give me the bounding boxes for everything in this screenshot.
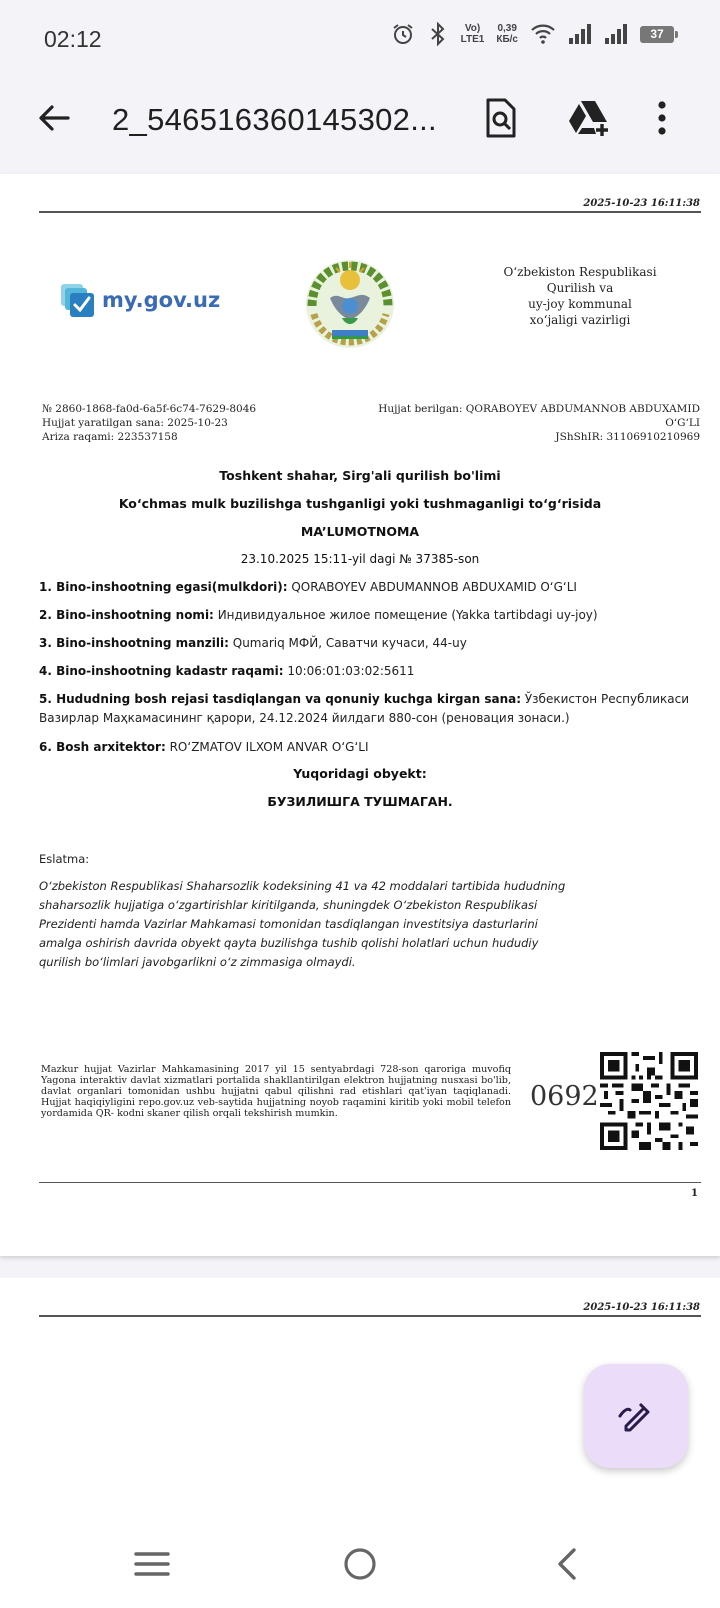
verify-code: 0692: [530, 1081, 599, 1112]
footer-rule: [39, 1182, 701, 1183]
header-rule: [39, 211, 701, 213]
conclusion-label: Yuqoridagi obyekt:: [293, 766, 427, 781]
file-title: 2_546516360145302...: [112, 102, 437, 137]
field-owner: 1. Bino-inshootning egasi(mulkdori): QORABOYEV ABDUMANNOB ABDUXAMID O‘G‘LI: [39, 580, 577, 594]
status-icons: [391, 22, 674, 46]
mygov-logo-icon: [60, 282, 96, 318]
issued-to: Hujjat berilgan: QORABOYEV ABDUMANNOB ABDUXAMID: [378, 403, 700, 415]
more-vert-icon[interactable]: [640, 96, 684, 140]
document-meta-left: [42, 402, 256, 444]
edit-fab-button[interactable]: [584, 1364, 688, 1468]
ministry-name: O‘zbekiston Respublikasi Qurilish va uy-joy kommunal xo‘jaligi vazirligi: [503, 265, 657, 327]
document-timestamp-2: 2025-10-23 16:11:38: [583, 1302, 700, 1313]
back-nav-icon[interactable]: [546, 1542, 590, 1586]
mygov-logo-text: my.gov.uz: [102, 288, 221, 312]
pinfl: JShShIR: 31106910210969: [555, 431, 700, 443]
issued-to-cont: O‘G‘LI: [665, 417, 700, 429]
recent-apps-icon[interactable]: [130, 1542, 174, 1586]
qr-code: [600, 1052, 698, 1150]
drive-add-icon[interactable]: [566, 96, 610, 140]
field-architect: 6. Bosh arxitektor: RO‘ZMATOV ILXOM ANVAR O‘G‘LI: [39, 740, 369, 754]
document-number: № 2860-1868-fa0d-6a5f-6c74-7629-8046: [42, 403, 257, 415]
navigation-bar: [0, 1520, 720, 1608]
home-icon[interactable]: [338, 1542, 382, 1586]
application-number: Ariza raqami: 223537158: [42, 431, 178, 443]
search-document-icon[interactable]: [478, 96, 522, 140]
note-text: O‘zbekiston Respublikasi Shaharsozlik kodeksining 41 va 42 moddalari tartibida hududning shaharsozlik hujjatiga o‘zgartirishlar kiritilganda, shuningdek O‘zbekiston Respublikasi Prezidenti hamda Vazirlar Mahkamasi tomonidan tasdiqlangan investitsiya dasturlarini amalga oshirish davrida obyekt qayta buzilishga tushib qolishi holatlari uchun hududiy qurilish bo‘limlari javobgarlikni o‘z zimmasiga olmaydi.: [39, 879, 566, 969]
page-number: 1: [691, 1188, 698, 1199]
header-rule-2: [39, 1315, 701, 1317]
creation-date: Hujjat yaratilgan sana: 2025-10-23: [42, 417, 228, 429]
status-bar: [0, 0, 720, 80]
field-cadastre: 4. Bino-inshootning kadastr raqami: 10:06:01:03:02:5611: [39, 664, 415, 678]
state-emblem: [302, 254, 398, 350]
document-page: [0, 174, 720, 1256]
alarm-icon: [391, 22, 415, 46]
signal-icon: [568, 24, 592, 44]
field-address: 3. Bino-inshootning manzili: Qumariq МФЙ, Саватчи кучаси, 44-uy: [39, 636, 467, 650]
app-bar: [0, 80, 720, 172]
heading-title: MA’LUMOTNOMA: [300, 524, 420, 539]
document-timestamp: 2025-10-23 16:11:38: [583, 198, 700, 209]
conclusion-value: БУЗИЛИШГА ТУШМАГАН.: [267, 794, 453, 809]
field-building-name: 2. Bino-inshootning nomi: Индивидуальное жилое помещение (Yakka tartibdagi uy-joy): [39, 608, 598, 622]
edit-pen-icon: [614, 1394, 658, 1438]
heading-subject: Ko‘chmas mulk buzilishga tushganligi yoki tushmaganligi to‘g‘risida: [118, 496, 602, 511]
document-meta-right: [340, 402, 700, 444]
status-time: 02:12: [44, 26, 102, 52]
back-arrow-icon[interactable]: [34, 98, 74, 138]
mygov-logo: [60, 282, 220, 318]
legal-notice: Mazkur hujjat Vazirlar Mahkamasining 2017 yil 15 sentyabrdagi 728-son qaroriga muvofiq Yagona interaktiv davlat xizmatlari portalida shakllantirilgan elektron hujjatning nusxasi bo'lib, davlat organlari tomonidan ushbu hujjatni qabul qilishni rad etishlari qat'iyan taqiqlanadi. Hujjat haqiqiyligini repo.gov.uz veb-saytida hujjatning noyob raqamini kiritib yoki mobil telefon yordamida QR- kodni skaner qilish orqali tekshirish mumkin.: [41, 1064, 511, 1119]
network-speed: 0,39 КБ/с: [496, 23, 518, 45]
signal-icon: [604, 24, 628, 44]
battery-icon: 37: [640, 26, 674, 43]
bluetooth-icon: [427, 22, 449, 46]
heading-department: Toshkent shahar, Sirg'ali qurilish bo'limi: [219, 468, 501, 483]
volte-indicator: Vo) LTE1: [460, 23, 485, 45]
note-title: Eslatma:: [39, 852, 90, 866]
wifi-icon: [530, 23, 556, 45]
date-line: 23.10.2025 15:11-yil dagi № 37385-son: [240, 552, 480, 566]
field-master-plan: 5. Hududning bosh rejasi tasdiqlangan va qonuniy kuchga kirgan sana: Ўзбекистон Республикаси Вазирлар Маҳкамасининг қарори, 24.12.2024 йилдаги 880-сон (реновация зонаси.): [39, 692, 689, 725]
